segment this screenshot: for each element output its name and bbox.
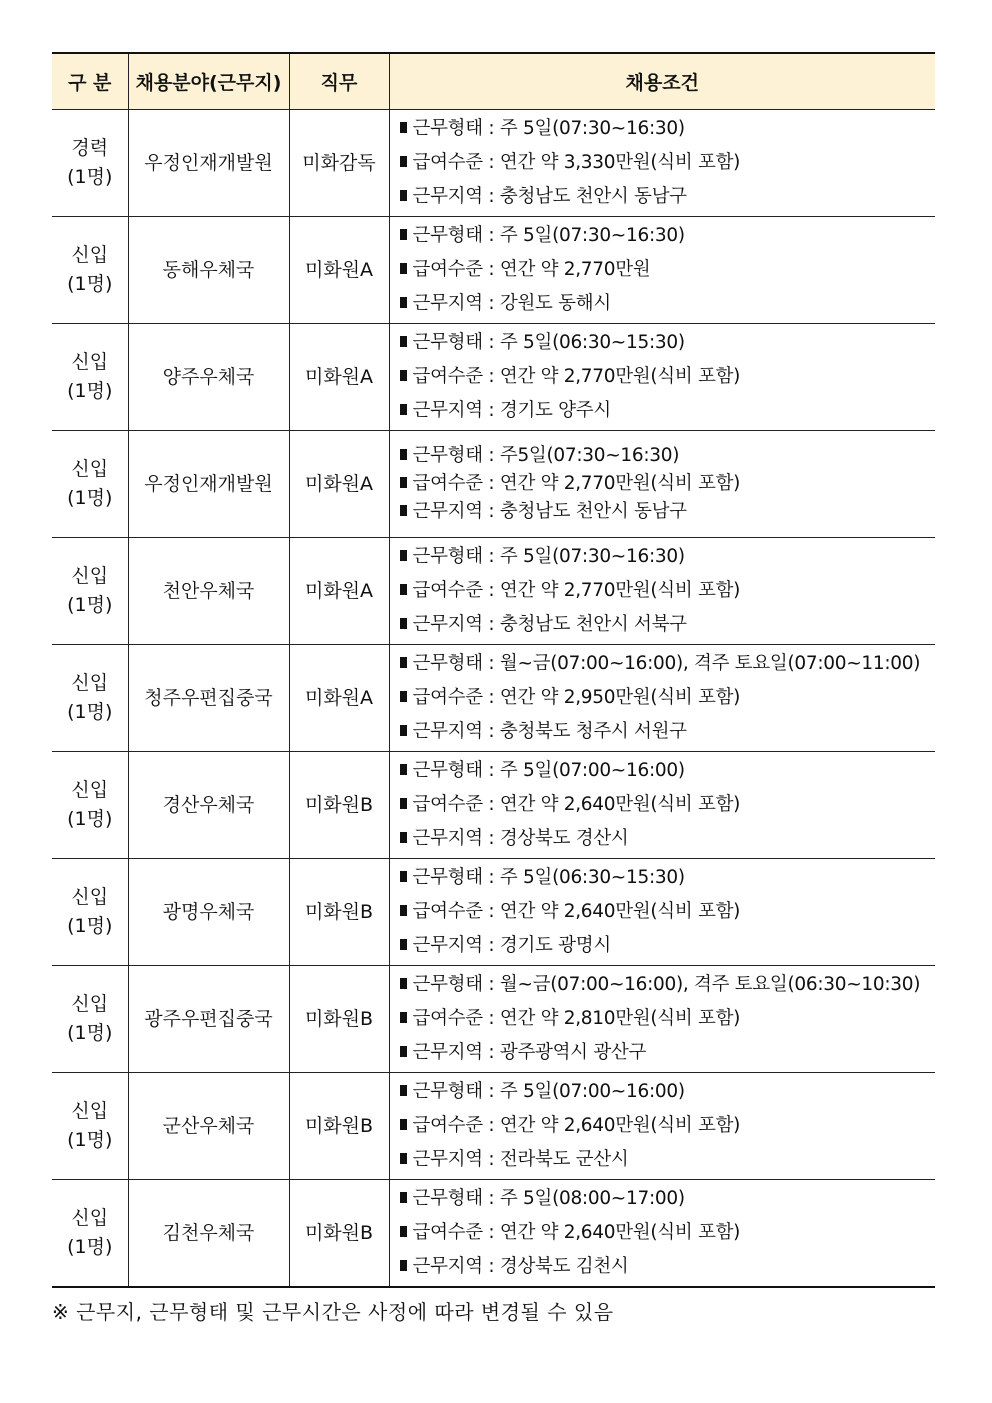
hire-type: 신입	[71, 1100, 109, 1122]
condition-item	[400, 647, 936, 681]
category-cell	[52, 431, 128, 538]
condition-text: 급여수준 : 연간 약 2,640만원(식비 포함)	[412, 1115, 741, 1136]
condition-text: 근무지역 : 광주광역시 광산구	[412, 1042, 647, 1063]
condition-item	[400, 498, 936, 526]
field-cell: 양주우체국	[128, 324, 289, 431]
field-cell: 군산우체국	[128, 1073, 289, 1180]
square-bullet-icon	[400, 404, 407, 415]
table-row	[52, 217, 935, 324]
category-cell	[52, 217, 128, 324]
condition-text: 근무지역 : 경상북도 경산시	[412, 828, 629, 849]
hire-count: (1명)	[67, 915, 113, 937]
condition-item	[400, 1002, 936, 1036]
condition-text: 근무형태 : 월~금(07:00~16:00), 격주 토요일(07:00~11:00)	[412, 653, 921, 674]
condition-item	[400, 574, 936, 608]
square-bullet-icon	[400, 1012, 407, 1023]
condition-text: 근무지역 : 충청남도 천안시 동남구	[412, 186, 687, 207]
table-row	[52, 538, 935, 645]
square-bullet-icon	[400, 691, 407, 702]
table-row	[52, 110, 935, 217]
table-row	[52, 645, 935, 752]
condition-item	[400, 360, 936, 394]
conditions-cell	[389, 1073, 935, 1180]
condition-item	[400, 1250, 936, 1284]
hire-count: (1명)	[67, 1022, 113, 1044]
square-bullet-icon	[400, 978, 407, 989]
header-category: 구 분	[52, 53, 128, 110]
square-bullet-icon	[400, 725, 407, 736]
condition-text: 급여수준 : 연간 약 2,770만원	[412, 259, 651, 280]
condition-item	[400, 442, 936, 470]
condition-text: 근무형태 : 주 5일(07:00~16:00)	[412, 1081, 685, 1102]
hire-count: (1명)	[67, 701, 113, 723]
condition-item	[400, 253, 936, 287]
hire-count: (1명)	[67, 808, 113, 830]
square-bullet-icon	[400, 370, 407, 381]
condition-text: 급여수준 : 연간 약 3,330만원(식비 포함)	[412, 152, 741, 173]
category-cell	[52, 752, 128, 859]
condition-item	[400, 326, 936, 360]
job-cell: 미화원A	[289, 324, 389, 431]
category-cell	[52, 324, 128, 431]
job-cell: 미화감독	[289, 110, 389, 217]
conditions-cell	[389, 752, 935, 859]
job-cell: 미화원A	[289, 538, 389, 645]
condition-item	[400, 1109, 936, 1143]
condition-text: 급여수준 : 연간 약 2,770만원(식비 포함)	[412, 366, 741, 387]
conditions-cell	[389, 538, 935, 645]
conditions-cell	[389, 645, 935, 752]
condition-text: 급여수준 : 연간 약 2,640만원(식비 포함)	[412, 1222, 741, 1243]
condition-text: 근무형태 : 주 5일(08:00~17:00)	[412, 1188, 685, 1209]
condition-text: 근무지역 : 강원도 동해시	[412, 293, 611, 314]
condition-text: 근무지역 : 충청북도 청주시 서원구	[412, 721, 687, 742]
square-bullet-icon	[400, 449, 407, 460]
condition-item	[400, 1143, 936, 1177]
condition-text: 급여수준 : 연간 약 2,770만원(식비 포함)	[412, 473, 741, 494]
condition-text: 근무지역 : 경기도 광명시	[412, 935, 611, 956]
condition-text: 근무형태 : 주 5일(07:30~16:30)	[412, 225, 685, 246]
hire-type: 신입	[71, 886, 109, 908]
condition-text: 급여수준 : 연간 약 2,640만원(식비 포함)	[412, 901, 741, 922]
square-bullet-icon	[400, 584, 407, 595]
condition-item	[400, 1216, 936, 1250]
square-bullet-icon	[400, 764, 407, 775]
hire-type: 경력	[71, 137, 109, 159]
condition-text: 근무형태 : 주5일(07:30~16:30)	[412, 445, 680, 466]
condition-text: 급여수준 : 연간 약 2,810만원(식비 포함)	[412, 1008, 741, 1029]
conditions-cell	[389, 431, 935, 538]
conditions-cell	[389, 110, 935, 217]
condition-item	[400, 788, 936, 822]
category-cell	[52, 1073, 128, 1180]
condition-item	[400, 470, 936, 498]
condition-item	[400, 608, 936, 642]
condition-text: 근무형태 : 주 5일(06:30~15:30)	[412, 867, 685, 888]
conditions-cell	[389, 217, 935, 324]
conditions-cell	[389, 324, 935, 431]
square-bullet-icon	[400, 229, 407, 240]
hire-type: 신입	[71, 244, 109, 266]
job-cell: 미화원B	[289, 966, 389, 1073]
condition-text: 근무지역 : 경기도 양주시	[412, 400, 611, 421]
hire-type: 신입	[71, 458, 109, 480]
hire-count: (1명)	[67, 594, 113, 616]
field-cell: 광주우편집중국	[128, 966, 289, 1073]
field-cell: 청주우편집중국	[128, 645, 289, 752]
square-bullet-icon	[400, 477, 407, 488]
table-row	[52, 324, 935, 431]
condition-text: 근무지역 : 전라북도 군산시	[412, 1149, 629, 1170]
square-bullet-icon	[400, 550, 407, 561]
condition-item	[400, 861, 936, 895]
condition-text: 급여수준 : 연간 약 2,770만원(식비 포함)	[412, 580, 741, 601]
condition-item	[400, 219, 936, 253]
hire-count: (1명)	[67, 166, 113, 188]
conditions-cell	[389, 1180, 935, 1288]
square-bullet-icon	[400, 1085, 407, 1096]
condition-text: 근무형태 : 주 5일(06:30~15:30)	[412, 332, 685, 353]
square-bullet-icon	[400, 939, 407, 950]
field-cell: 경산우체국	[128, 752, 289, 859]
job-cell: 미화원A	[289, 217, 389, 324]
table-row	[52, 752, 935, 859]
square-bullet-icon	[400, 336, 407, 347]
square-bullet-icon	[400, 1260, 407, 1271]
square-bullet-icon	[400, 1226, 407, 1237]
condition-text: 근무형태 : 월~금(07:00~16:00), 격주 토요일(06:30~10:30)	[412, 974, 921, 995]
field-cell: 김천우체국	[128, 1180, 289, 1288]
condition-text: 근무형태 : 주 5일(07:30~16:30)	[412, 546, 685, 567]
condition-item	[400, 146, 936, 180]
condition-text: 근무지역 : 충청남도 천안시 동남구	[412, 501, 687, 522]
hire-type: 신입	[71, 779, 109, 801]
field-cell: 우정인재개발원	[128, 110, 289, 217]
header-field: 채용분야(근무지)	[128, 53, 289, 110]
condition-text: 근무형태 : 주 5일(07:30~16:30)	[412, 118, 685, 139]
square-bullet-icon	[400, 798, 407, 809]
table-row	[52, 859, 935, 966]
job-cell: 미화원B	[289, 1180, 389, 1288]
condition-item	[400, 715, 936, 749]
condition-text: 근무지역 : 경상북도 김천시	[412, 1256, 629, 1277]
hire-count: (1명)	[67, 487, 113, 509]
condition-item	[400, 1182, 936, 1216]
hire-count: (1명)	[67, 1129, 113, 1151]
condition-item	[400, 287, 936, 321]
condition-text: 근무지역 : 충청남도 천안시 서북구	[412, 614, 687, 635]
square-bullet-icon	[400, 1153, 407, 1164]
field-cell: 천안우체국	[128, 538, 289, 645]
square-bullet-icon	[400, 156, 407, 167]
field-cell: 동해우체국	[128, 217, 289, 324]
hire-type: 신입	[71, 351, 109, 373]
condition-item	[400, 112, 936, 146]
hire-type: 신입	[71, 672, 109, 694]
condition-item	[400, 540, 936, 574]
condition-text: 급여수준 : 연간 약 2,950만원(식비 포함)	[412, 687, 741, 708]
field-cell: 우정인재개발원	[128, 431, 289, 538]
condition-item	[400, 968, 936, 1002]
square-bullet-icon	[400, 657, 407, 668]
square-bullet-icon	[400, 618, 407, 629]
condition-item	[400, 1075, 936, 1109]
table-row	[52, 966, 935, 1073]
header-job: 직무	[289, 53, 389, 110]
condition-item	[400, 822, 936, 856]
table-header-row	[52, 53, 935, 110]
table-row	[52, 1073, 935, 1180]
condition-item	[400, 180, 936, 214]
hire-count: (1명)	[67, 380, 113, 402]
square-bullet-icon	[400, 505, 407, 516]
condition-item	[400, 394, 936, 428]
condition-text: 급여수준 : 연간 약 2,640만원(식비 포함)	[412, 794, 741, 815]
category-cell	[52, 1180, 128, 1288]
square-bullet-icon	[400, 297, 407, 308]
conditions-cell	[389, 966, 935, 1073]
category-cell	[52, 645, 128, 752]
square-bullet-icon	[400, 263, 407, 274]
square-bullet-icon	[400, 1119, 407, 1130]
job-cell: 미화원A	[289, 645, 389, 752]
square-bullet-icon	[400, 905, 407, 916]
header-conditions: 채용조건	[389, 53, 935, 110]
field-cell: 광명우체국	[128, 859, 289, 966]
square-bullet-icon	[400, 1046, 407, 1057]
category-cell	[52, 538, 128, 645]
condition-item	[400, 754, 936, 788]
condition-item	[400, 1036, 936, 1070]
square-bullet-icon	[400, 190, 407, 201]
job-cell: 미화원B	[289, 1073, 389, 1180]
table-row	[52, 1180, 935, 1288]
hire-count: (1명)	[67, 273, 113, 295]
recruitment-table	[52, 52, 935, 1288]
square-bullet-icon	[400, 832, 407, 843]
footnote: ※ 근무지, 근무형태 및 근무시간은 사정에 따라 변경될 수 있음	[52, 1300, 614, 1324]
job-cell: 미화원B	[289, 752, 389, 859]
square-bullet-icon	[400, 1192, 407, 1203]
condition-text: 근무형태 : 주 5일(07:00~16:00)	[412, 760, 685, 781]
category-cell	[52, 110, 128, 217]
square-bullet-icon	[400, 871, 407, 882]
hire-type: 신입	[71, 993, 109, 1015]
category-cell	[52, 859, 128, 966]
conditions-cell	[389, 859, 935, 966]
job-cell: 미화원A	[289, 431, 389, 538]
hire-type: 신입	[71, 565, 109, 587]
hire-type: 신입	[71, 1207, 109, 1229]
condition-item	[400, 895, 936, 929]
job-cell: 미화원B	[289, 859, 389, 966]
square-bullet-icon	[400, 122, 407, 133]
condition-item	[400, 929, 936, 963]
table-row	[52, 431, 935, 538]
condition-item	[400, 681, 936, 715]
hire-count: (1명)	[67, 1236, 113, 1258]
category-cell	[52, 966, 128, 1073]
